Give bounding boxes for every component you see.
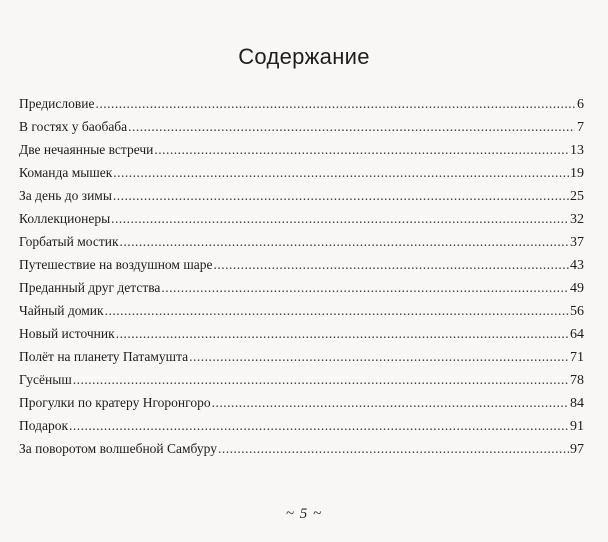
dot-leader — [113, 161, 569, 184]
toc-entry — [19, 115, 584, 138]
dot-leader — [120, 230, 569, 253]
toc-entry — [19, 207, 584, 230]
toc-entry-page: 32 — [570, 212, 584, 227]
toc-entry — [19, 230, 584, 253]
toc-entry-title: Подарок — [19, 418, 69, 433]
toc-entry-title: Команда мышек — [19, 165, 113, 180]
toc-entry-page: 97 — [570, 442, 584, 457]
toc-entry-title: Предисловие — [19, 96, 95, 111]
dot-leader — [189, 345, 569, 368]
toc-entry — [19, 253, 584, 276]
toc-entry — [19, 184, 584, 207]
dot-leader — [213, 253, 569, 276]
toc-entry-page: 64 — [570, 327, 584, 342]
toc-entry-title: За день до зимы — [19, 188, 112, 203]
toc-entry-page: 37 — [570, 235, 584, 250]
dot-leader — [105, 299, 569, 322]
toc-entry-title: Новый источник — [19, 326, 115, 341]
dot-leader — [154, 138, 569, 161]
toc-entry-title: Горбатый мостик — [19, 234, 119, 249]
toc-entry — [19, 437, 584, 460]
toc-entry — [19, 138, 584, 161]
toc-entry-page: 84 — [570, 396, 584, 411]
toc-entry-title: Гусёныш — [19, 372, 72, 387]
toc-entry-page: 6 — [577, 97, 584, 112]
table-of-contents — [19, 92, 584, 460]
toc-entry-title: Коллекционеры — [19, 211, 111, 226]
dot-leader — [111, 207, 569, 230]
toc-entry-page: 78 — [570, 373, 584, 388]
page-title: Содержание — [238, 44, 370, 69]
toc-entry-title: В гостях у баобаба — [19, 119, 128, 134]
toc-entry — [19, 299, 584, 322]
dot-leader — [212, 391, 569, 414]
toc-entry-title: Преданный друг детства — [19, 280, 161, 295]
toc-entry-page: 7 — [577, 120, 584, 135]
dot-leader — [116, 322, 569, 345]
toc-entry — [19, 92, 584, 115]
toc-entry-title: Две нечаянные встречи — [19, 142, 154, 157]
toc-entry-page: 91 — [570, 419, 584, 434]
dot-leader — [218, 437, 569, 460]
toc-entry-page: 43 — [570, 258, 584, 273]
toc-entry-page: 25 — [570, 189, 584, 204]
page-number-footer: ~ 5 ~ — [285, 506, 323, 522]
dot-leader — [73, 368, 569, 391]
toc-entry-page: 56 — [570, 304, 584, 319]
toc-entry — [19, 368, 584, 391]
toc-entry — [19, 414, 584, 437]
toc-entry — [19, 276, 584, 299]
toc-entry-title: Путешествие на воздушном шаре — [19, 257, 213, 272]
dot-leader — [95, 92, 575, 115]
toc-entry-title: Прогулки по кратеру Нгоронгоро — [19, 395, 211, 410]
dot-leader — [113, 184, 569, 207]
toc-entry-title: Полёт на планету Патамушта — [19, 349, 189, 364]
toc-entry — [19, 345, 584, 368]
toc-entry-title: За поворотом волшебной Самбуру — [19, 441, 217, 456]
dot-leader — [69, 414, 569, 437]
toc-entry-page: 71 — [570, 350, 584, 365]
dot-leader — [161, 276, 569, 299]
dot-leader — [128, 115, 575, 138]
toc-entry-title: Чайный домик — [19, 303, 104, 318]
toc-entry — [19, 322, 584, 345]
toc-entry — [19, 161, 584, 184]
toc-entry-page: 49 — [570, 281, 584, 296]
toc-entry — [19, 391, 584, 414]
toc-entry-page: 19 — [570, 166, 584, 181]
toc-entry-page: 13 — [570, 143, 584, 158]
